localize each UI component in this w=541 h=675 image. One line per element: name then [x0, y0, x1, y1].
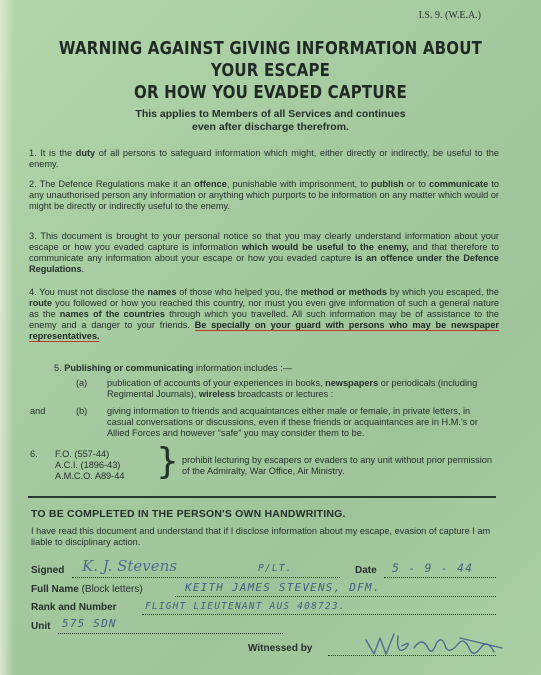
brace-symbol: } [156, 441, 179, 482]
p1-bold: duty [75, 148, 96, 158]
p4-underlined-warning: Be specially on your guard with persons who may be newspaper representatives. [29, 320, 499, 341]
subtitle-line-2: even after discharge therefrom. [192, 121, 349, 133]
paragraph-1 [29, 148, 499, 170]
title-line-2: OR HOW YOU EVADED CAPTURE [134, 83, 407, 103]
item-a-part-1: publication of accounts of your experiences in books, [107, 378, 326, 388]
item-b-label: (b) [76, 406, 88, 416]
p4-text-4: you followed or how you reached this country, nor must you even give information of such a general nature as the [29, 298, 499, 319]
p5-text: 5. [54, 363, 65, 373]
p3-text-3: . [81, 264, 85, 274]
section-divider [28, 496, 496, 498]
p2-text-2: , punishable with imprisonment, to [226, 179, 372, 189]
p4-bold-methods: method or methods [300, 287, 387, 297]
paragraph-5 [54, 363, 292, 374]
p1-text-2: of all persons to safeguard information which might, either directly or indirectly, be useful to the enemy. [29, 148, 499, 169]
item-a-part-2: or periodicals (including Regimental Journals), [107, 378, 478, 399]
unit-line [58, 632, 283, 634]
p4-bold-names: names [147, 287, 177, 297]
form-reference: I.S. 9. (W.E.A.) [418, 10, 481, 21]
completion-heading: TO BE COMPLETED IN THE PERSON'S OWN HANDWRITING. [31, 508, 346, 520]
p3-bold-offence: is an offence under the Defence Regulations [29, 253, 500, 274]
p4-text-2: of those who helped you, the [176, 287, 301, 297]
item-a-bold-newspapers: newspapers [325, 378, 379, 388]
paragraph-4 [29, 287, 499, 342]
date-label: Date [355, 565, 377, 576]
witnessed-label: Witnessed by [248, 643, 313, 654]
p4-bold-route: route [29, 298, 52, 308]
date-value: 5 - 9 - 44 [392, 561, 474, 575]
full-name-label [31, 584, 143, 595]
document-title [38, 38, 503, 104]
full-name-note: (Block letters) [81, 584, 143, 595]
p2-bold-offence: offence [194, 179, 227, 189]
item-b-text: giving information to friends and acquaintances either male or female, in private letters, in casual conversations or discussions, even if these friends or acquaintances are in H.M.'s or Allied Forces and however “safe” you may consider them to be. [107, 406, 478, 438]
reference-aci: A.C.I. (1896-43) [55, 460, 121, 470]
full-name-line [175, 595, 496, 597]
p3-text-2: and that therefore to communicate any information about your escape or how you evaded capture [29, 242, 499, 263]
p5-text-2: information includes :— [193, 363, 292, 373]
item-a-bold-wireless: wireless [198, 389, 236, 399]
reference-fo: F.O. (557-44) [55, 449, 110, 459]
full-name-label-text: Full Name [31, 584, 79, 595]
full-name-value: KEITH JAMES STEVENS, DFM. [185, 581, 381, 594]
witness-signature-drawing [362, 626, 512, 662]
rank-number-label: Rank and Number [31, 602, 117, 613]
p1-text: 1. It is the [29, 148, 76, 158]
document-subtitle [0, 108, 541, 134]
rank-number-value: FLIGHT LIEUTENANT AUS 408723. [145, 601, 346, 612]
paragraph-6-references [55, 449, 135, 482]
signed-label: Signed [31, 565, 65, 576]
p4-bold-countries: names of the countries [59, 309, 166, 319]
p4-text-5: through which you travelled. All such information may be of assistance to the enemy and a danger to your friends. [29, 309, 499, 330]
paragraph-6-text: prohibit lecturing by escapers or evaders to any unit without prior permission of the Admiralty, War Office, Air Ministry. [182, 455, 492, 476]
paragraph-2 [29, 179, 499, 212]
p2-text-4: to any unauthorised person any information or anything which purports to be information on any matter which would or might be directly or indirectly useful to the enemy. [29, 179, 499, 211]
completion-statement: I have read this document and understand that if I disclose information about my escape, evasion of capture I am liable to disciplinary action. [31, 526, 491, 547]
rank-number-line [142, 613, 496, 615]
p2-bold-publish: publish [371, 179, 404, 189]
unit-value: 575 SDN [62, 617, 117, 630]
signed-line [72, 576, 340, 578]
p3-text: 3. This document is brought to your personal notice so that you may clearly understand information about your escape or how you evaded capture is information [29, 231, 499, 252]
p4-text: 4. You must not disclose the [29, 287, 148, 297]
p2-text: 2. The Defence Regulations make it an [29, 179, 195, 189]
unit-label: Unit [31, 621, 51, 632]
p4-text-3: by which you escaped, the [386, 287, 499, 297]
item-a-text [107, 378, 499, 400]
item-a-part-3: broadcasts or lectures : [235, 389, 334, 399]
date-line [384, 576, 496, 578]
paragraph-3 [29, 231, 499, 275]
and-label: and [30, 406, 46, 416]
paragraph-6-number: 6. [30, 449, 38, 459]
p2-text-3: or to [403, 179, 429, 189]
p3-bold-useful: which would be useful to the enemy, [241, 242, 409, 252]
item-a-label: (a) [76, 378, 88, 388]
signed-signature: K. J. Stevens [82, 557, 178, 575]
signed-rank-suffix: P/LT. [258, 563, 293, 574]
p5-bold: Publishing or communicating [64, 363, 194, 373]
p2-bold-communicate: communicate [428, 179, 489, 189]
title-line-1: WARNING AGAINST GIVING INFORMATION ABOUT YOUR ESCAPE [58, 39, 483, 81]
subtitle-line-1: This applies to Members of all Services and continues [135, 108, 406, 120]
reference-amco: A.M.C.O. A89-44 [55, 471, 125, 481]
